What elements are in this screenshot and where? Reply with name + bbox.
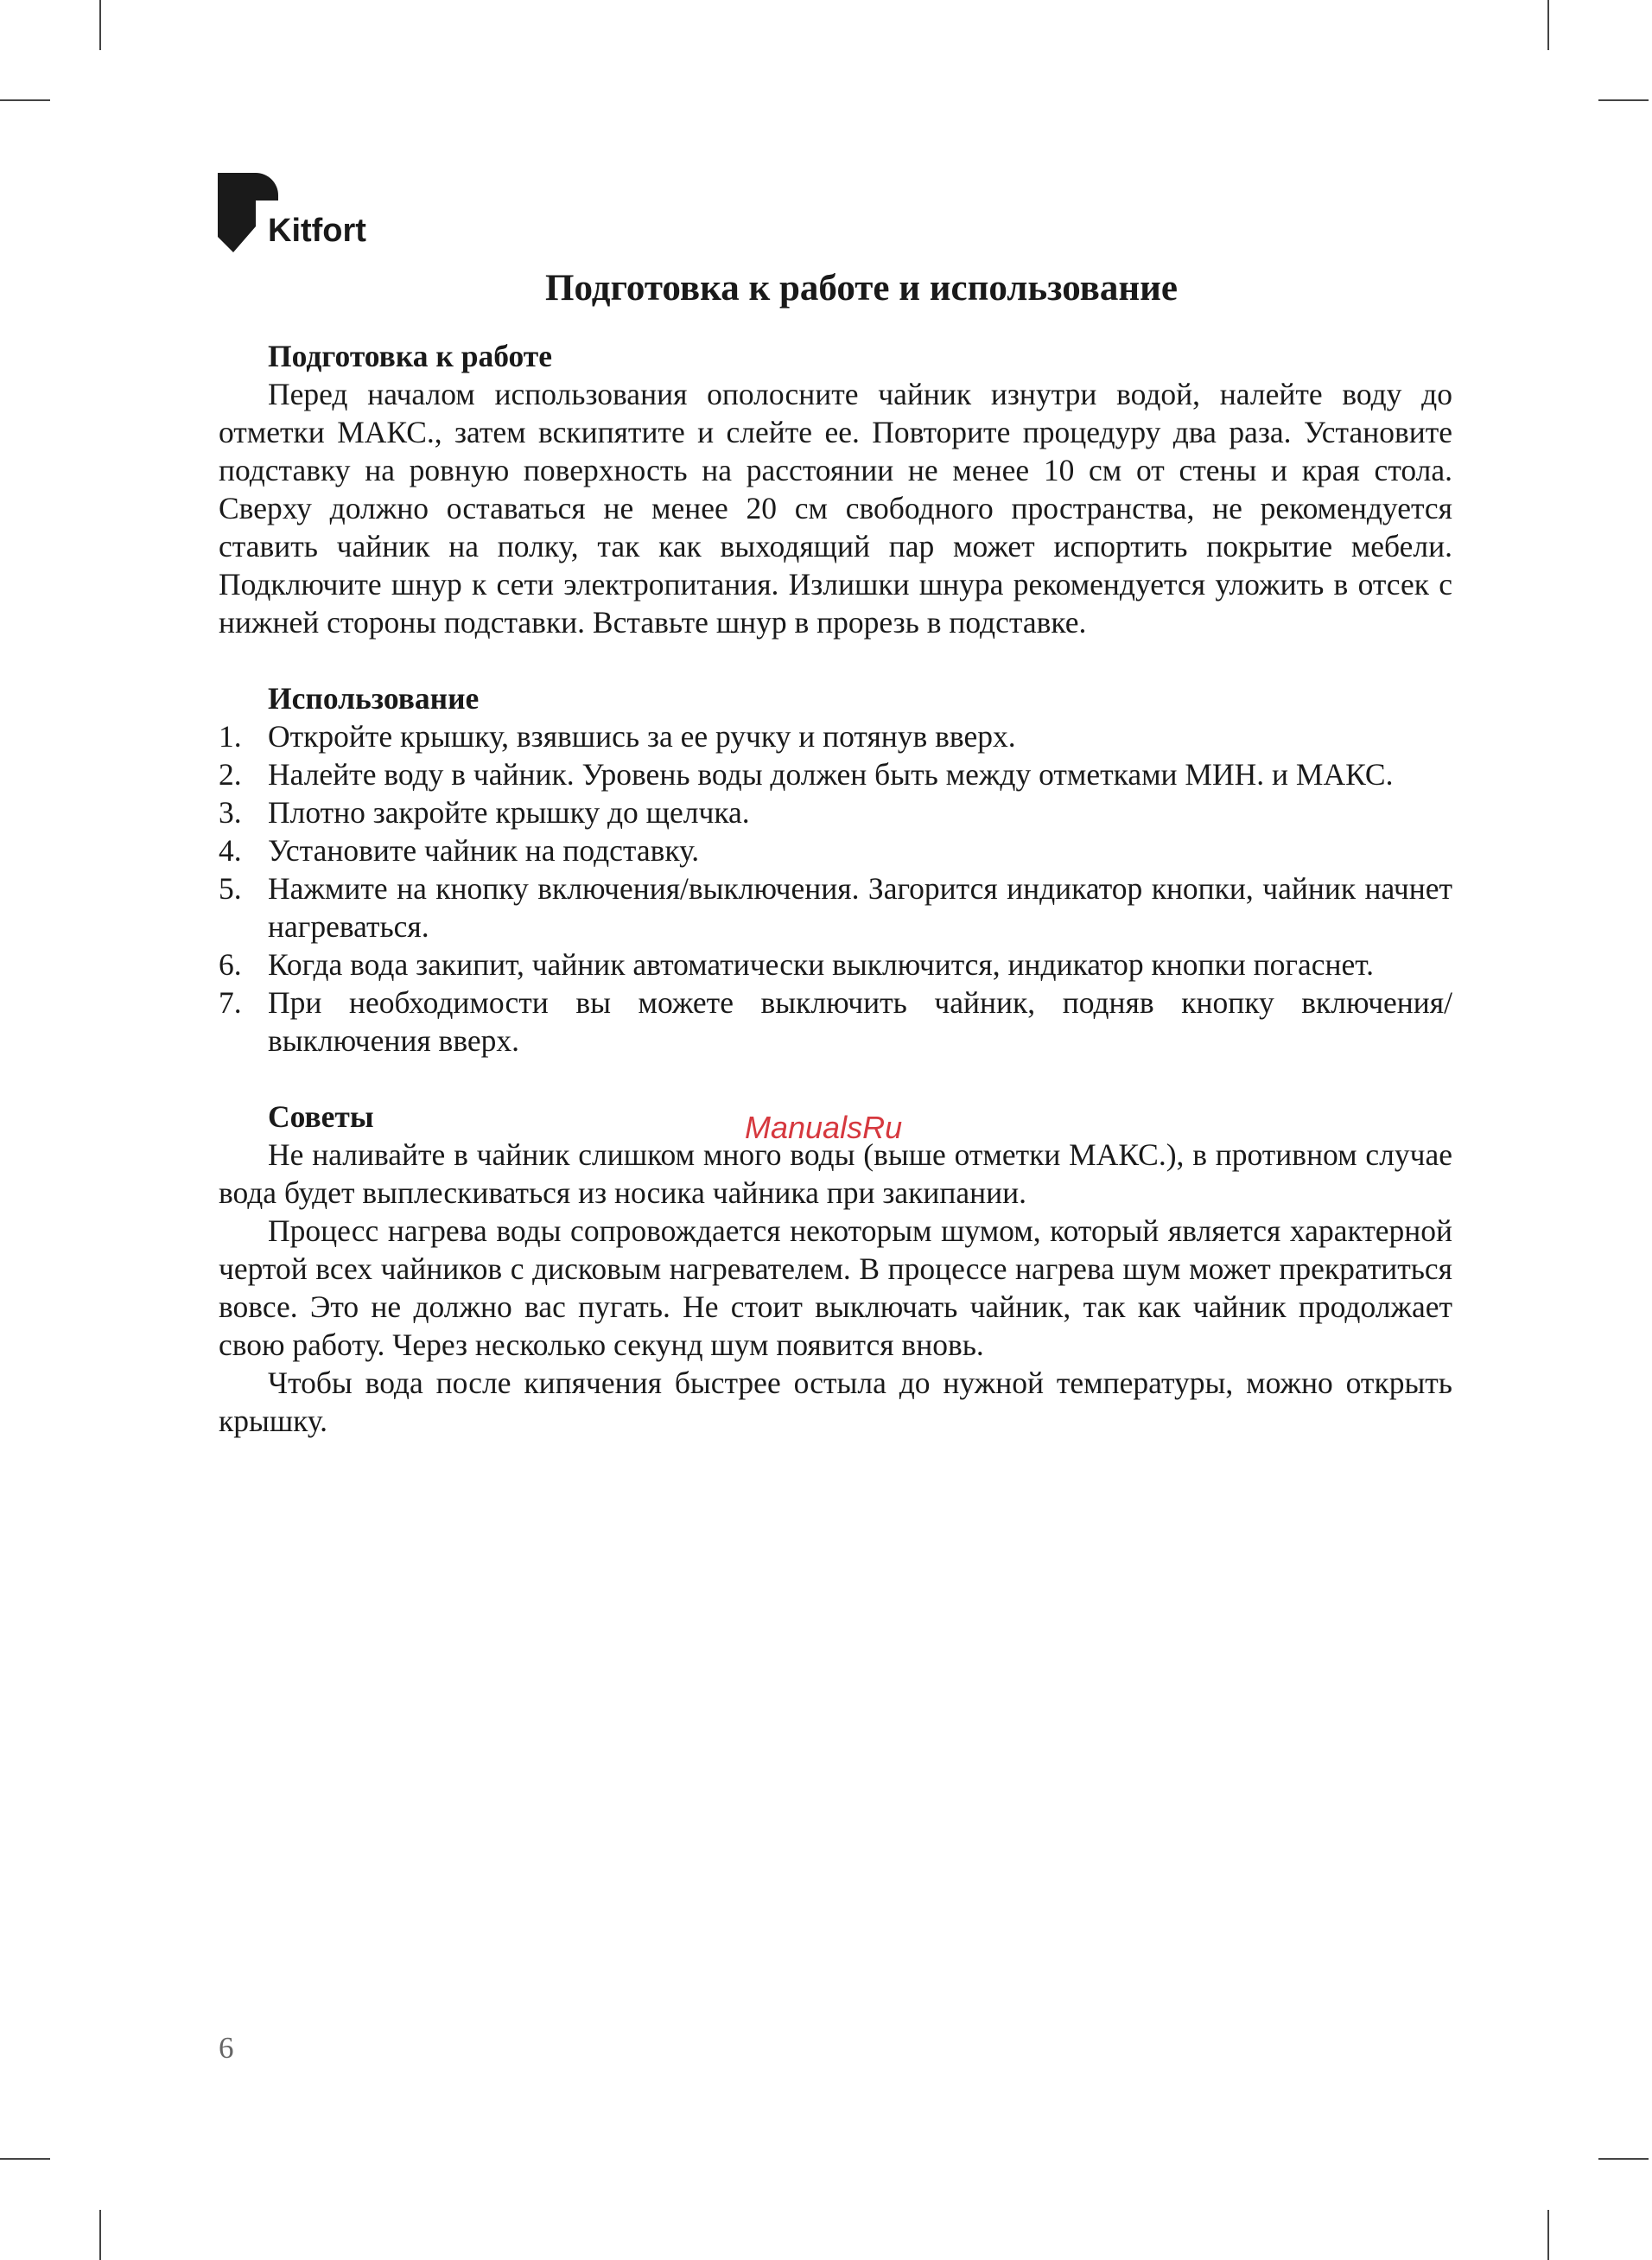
step-text: Установите чайник на подставку.: [268, 833, 700, 868]
preparation-paragraph: Перед началом использования ополосните чайник изнутри водой, налейте воду до отметки МАКС., затем вскипятите и слейте ее. Повторите процедуру два раза. Установите подставку на ровную поверхность на расстоянии не менее 10 см от стены и края стола. Сверху должно оставаться не менее 20 см свободного пространства, не рекомендуется ставить чайник на полку, так как выходящий пар может испортить покрытие мебели. Подключите шнур к сети электропитания. Излишки шнура рекомендуется уложить в отсек с нижней стороны подставки. Вставьте шнур в прорезь в подставке.: [219, 377, 1452, 640]
crop-mark-top-left-vertical: [99, 0, 101, 50]
step-number: 7.: [219, 985, 242, 1020]
list-item: [219, 755, 1452, 793]
document-body: [219, 264, 1452, 1440]
watermark: ManualsRu: [745, 1110, 903, 1145]
section-heading-usage: Использование: [268, 681, 480, 716]
usage-steps-list: [219, 717, 1452, 1060]
crop-mark-bottom-left-vertical: [99, 2210, 101, 2260]
list-item: [219, 793, 1452, 831]
step-text: Нажмите на кнопку включения/выключения. Загорится индикатор кнопки, чайник начнет нагреваться.: [268, 871, 1452, 944]
brand-logo: [218, 173, 391, 255]
crop-mark-top-right-horizontal: [1598, 99, 1649, 101]
step-text: Откройте крышку, взявшись за ее ручку и потянув вверх.: [268, 719, 1016, 754]
step-number: 6.: [219, 947, 242, 982]
step-text: Налейте воду в чайник. Уровень воды должен быть между отметками МИН. и МАКС.: [268, 757, 1394, 792]
step-number: 5.: [219, 871, 242, 906]
tips-paragraph: Не наливайте в чайник слишком много воды (выше отметки МАКС.), в противном случае вода будет выплескиваться из носика чайника при закипании.: [219, 1137, 1452, 1210]
list-item: [219, 717, 1452, 755]
step-text: Когда вода закипит, чайник автоматически выключится, индикатор кнопки погаснет.: [268, 947, 1374, 982]
step-number: 3.: [219, 795, 242, 830]
crop-mark-bottom-left-horizontal: [0, 2158, 50, 2160]
list-item: [219, 831, 1452, 869]
list-item: [219, 945, 1452, 984]
step-text: Плотно закройте крышку до щелчка.: [268, 795, 750, 830]
step-number: 4.: [219, 833, 242, 868]
list-item: [219, 984, 1452, 1060]
page-title: Подготовка к работе и использование: [545, 268, 1178, 309]
spacer: [219, 641, 1452, 679]
crop-mark-bottom-right-vertical: [1547, 2210, 1549, 2260]
crop-mark-top-right-vertical: [1547, 0, 1549, 50]
list-item: [219, 869, 1452, 945]
section-heading-tips: Советы: [268, 1099, 374, 1134]
tips-paragraph: Процесс нагрева воды сопровождается некоторым шумом, который является характерной чертой всех чайников с дисковым нагревателем. В процессе нагрева шум может прекратиться вовсе. Это не должно вас пугать. Не стоит выключать чайник, так как чайник продолжает свою работу. Через несколько секунд шум появится вновь.: [219, 1213, 1452, 1362]
step-number: 2.: [219, 757, 242, 792]
step-number: 1.: [219, 719, 242, 754]
tips-paragraph: Чтобы вода после кипячения быстрее остыла до нужной температуры, можно открыть крышку.: [219, 1366, 1452, 1438]
step-text: При необходимости вы можете выключить чайник, подняв кнопку включения/выключения вверх.: [268, 985, 1452, 1058]
page-number: 6: [219, 2031, 234, 2065]
spacer: [219, 1060, 1452, 1098]
section-heading-preparation: Подготовка к работе: [268, 339, 552, 373]
brand-name: Kitfort: [268, 213, 366, 249]
crop-mark-top-left-horizontal: [0, 99, 50, 101]
crop-mark-bottom-right-horizontal: [1598, 2158, 1649, 2160]
